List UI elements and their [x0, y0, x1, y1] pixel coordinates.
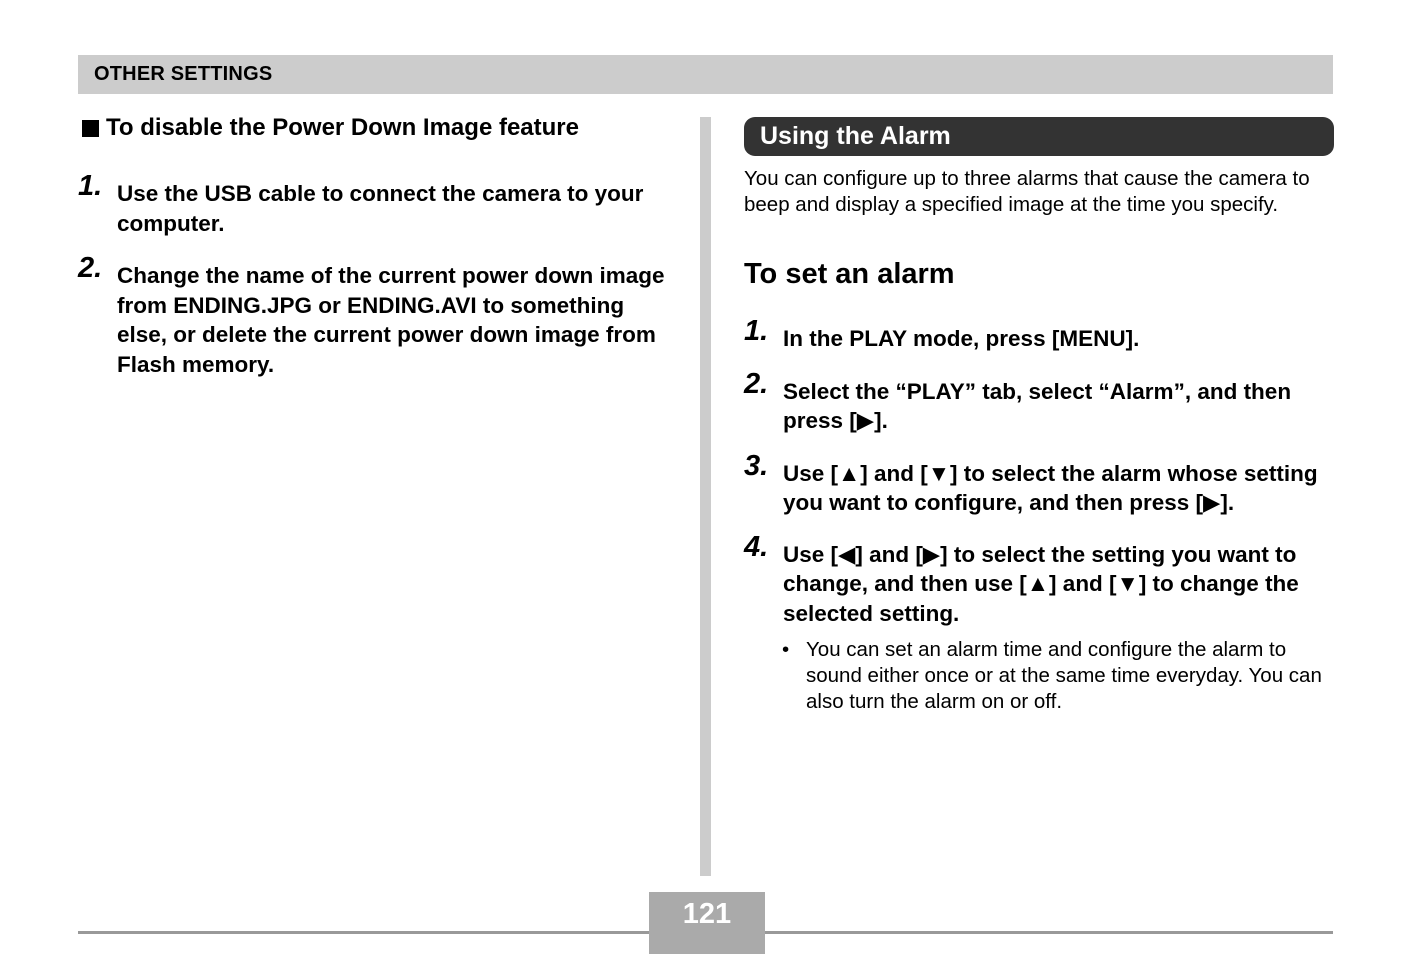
section-title: Using the Alarm — [760, 122, 951, 150]
alarm-note-text: You can set an alarm time and configure the alarm to sound either once or at the same time everyday. You can also turn the alarm on or off. — [806, 638, 1322, 713]
step-number: 2. — [744, 367, 769, 400]
header-bar — [78, 55, 1333, 94]
page-number: 121 — [682, 898, 732, 930]
page-number-box — [649, 892, 765, 954]
left-step-2 — [78, 252, 678, 379]
right-step-3 — [744, 449, 1334, 518]
bullet-dot-icon: • — [782, 638, 790, 661]
step-text: Change the name of the current power down image from ENDING.JPG or ENDING.AVI to something else, or delete the current power down image from Flash memory. — [117, 263, 665, 377]
alarm-note — [744, 637, 1334, 715]
square-bullet-icon — [82, 120, 99, 137]
step-number: 1. — [744, 315, 769, 347]
step-number: 1. — [78, 170, 103, 202]
step-text: Select the “PLAY” tab, select “Alarm”, and then press [▶]. — [783, 378, 1292, 433]
step-text: Use [▲] and [▼] to select the alarm whose setting you want to configure, and then press [▶]. — [783, 460, 1318, 515]
power-down-heading-text: To disable the Power Down Image feature — [106, 114, 579, 141]
right-step-4 — [744, 530, 1334, 629]
section-bar — [744, 117, 1334, 156]
step-text: Use [◀] and [▶] to select the setting you want to change, and then use [▲] and [▼] to change the selected setting. — [783, 541, 1299, 626]
step-text: Use the USB cable to connect the camera to your computer. — [117, 181, 644, 236]
power-down-heading — [78, 112, 678, 144]
left-column — [78, 112, 678, 379]
intro-text: You can configure up to three alarms that cause the camera to beep and display a specified image at the time you specify. — [744, 167, 1310, 216]
right-step-2 — [744, 367, 1334, 436]
left-step-1 — [78, 170, 678, 238]
step-number: 3. — [744, 449, 769, 482]
step-number: 2. — [78, 252, 103, 284]
right-step-1 — [744, 315, 1334, 354]
step-text: In the PLAY mode, press [MENU]. — [783, 326, 1140, 351]
set-alarm-heading: To set an alarm — [744, 258, 955, 290]
header-title: OTHER SETTINGS — [94, 63, 273, 85]
column-divider — [700, 117, 711, 876]
step-number: 4. — [744, 530, 769, 563]
right-column — [744, 117, 1334, 715]
